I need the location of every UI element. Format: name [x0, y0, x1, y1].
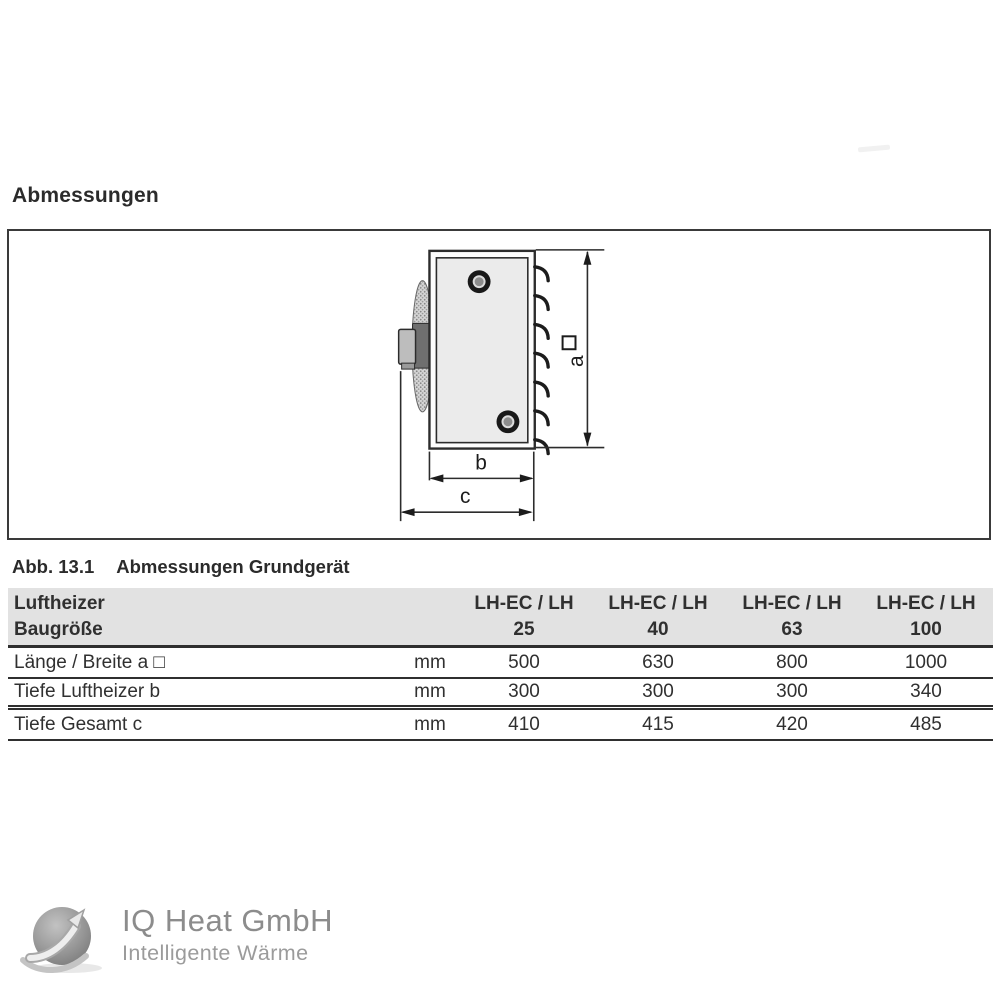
- air-heater-diagram: [9, 231, 989, 538]
- cell-value: 630: [642, 651, 674, 673]
- motor-foot: [402, 363, 415, 369]
- row-unit: mm: [414, 713, 446, 735]
- column-header-size-25: LH-EC / LH 25: [474, 592, 574, 640]
- dimensions-table: [8, 588, 993, 741]
- cell-value: 800: [776, 651, 808, 673]
- column-header-size-40: LH-EC / LH 40: [608, 592, 708, 640]
- table-header-unit-spacer: [403, 588, 457, 645]
- cell-value: 420: [776, 713, 808, 735]
- dim-label-c: c: [460, 485, 471, 509]
- logo-text-block: [122, 896, 333, 966]
- cell-value: 340: [910, 681, 942, 702]
- square-symbol: [563, 336, 576, 349]
- dim-label-a: a: [565, 355, 589, 367]
- row-label: Länge / Breite a □: [14, 651, 165, 673]
- table-row: [8, 648, 993, 679]
- row-unit: mm: [414, 681, 446, 702]
- cell-value: 300: [642, 681, 674, 702]
- arrowhead-a-top: [583, 251, 591, 265]
- cell-value: 1000: [904, 651, 948, 673]
- dimension-figure-frame: [7, 229, 991, 540]
- figure-caption-text: Abmessungen Grundgerät: [116, 556, 350, 577]
- row-label: Tiefe Gesamt c: [14, 713, 143, 735]
- arrowhead-c-left: [401, 508, 415, 516]
- scan-artifact: [858, 145, 890, 153]
- pipe-connection-bottom: [497, 410, 520, 433]
- arrowhead-b-right: [520, 474, 534, 482]
- arrowhead-c-right: [519, 508, 533, 516]
- cell-value: 410: [508, 713, 540, 735]
- cell-value: 300: [776, 681, 808, 702]
- table-row: [8, 679, 993, 710]
- logo-globe-icon: [20, 896, 108, 980]
- cell-value: 500: [508, 651, 540, 673]
- airflow-louvers: [535, 267, 548, 454]
- arrowhead-b-left: [429, 474, 443, 482]
- cell-value: 415: [642, 713, 674, 735]
- figure-caption: [12, 556, 350, 578]
- row-unit: mm: [414, 651, 446, 673]
- logo-company-name: IQ Heat GmbH: [122, 903, 333, 938]
- cell-value: 300: [508, 681, 540, 702]
- column-header-size-100: LH-EC / LH 100: [876, 592, 976, 640]
- dim-label-b: b: [475, 451, 487, 475]
- motor-body: [399, 329, 416, 364]
- page-title: Abmessungen: [12, 184, 159, 207]
- cell-value: 485: [910, 713, 942, 735]
- logo-tagline: Intelligente Wärme: [122, 941, 309, 965]
- column-header-size-63: LH-EC / LH 63: [742, 592, 842, 640]
- pipe-connection-top: [468, 270, 491, 293]
- table-header-row: [8, 588, 993, 648]
- company-logo: [20, 896, 333, 980]
- arrowhead-a-bottom: [583, 433, 591, 447]
- figure-caption-number: Abb. 13.1: [12, 556, 95, 577]
- table-header-title: Luftheizer Baugröße: [14, 592, 105, 640]
- table-row: [8, 710, 993, 741]
- row-label: Tiefe Luftheizer b: [14, 681, 161, 702]
